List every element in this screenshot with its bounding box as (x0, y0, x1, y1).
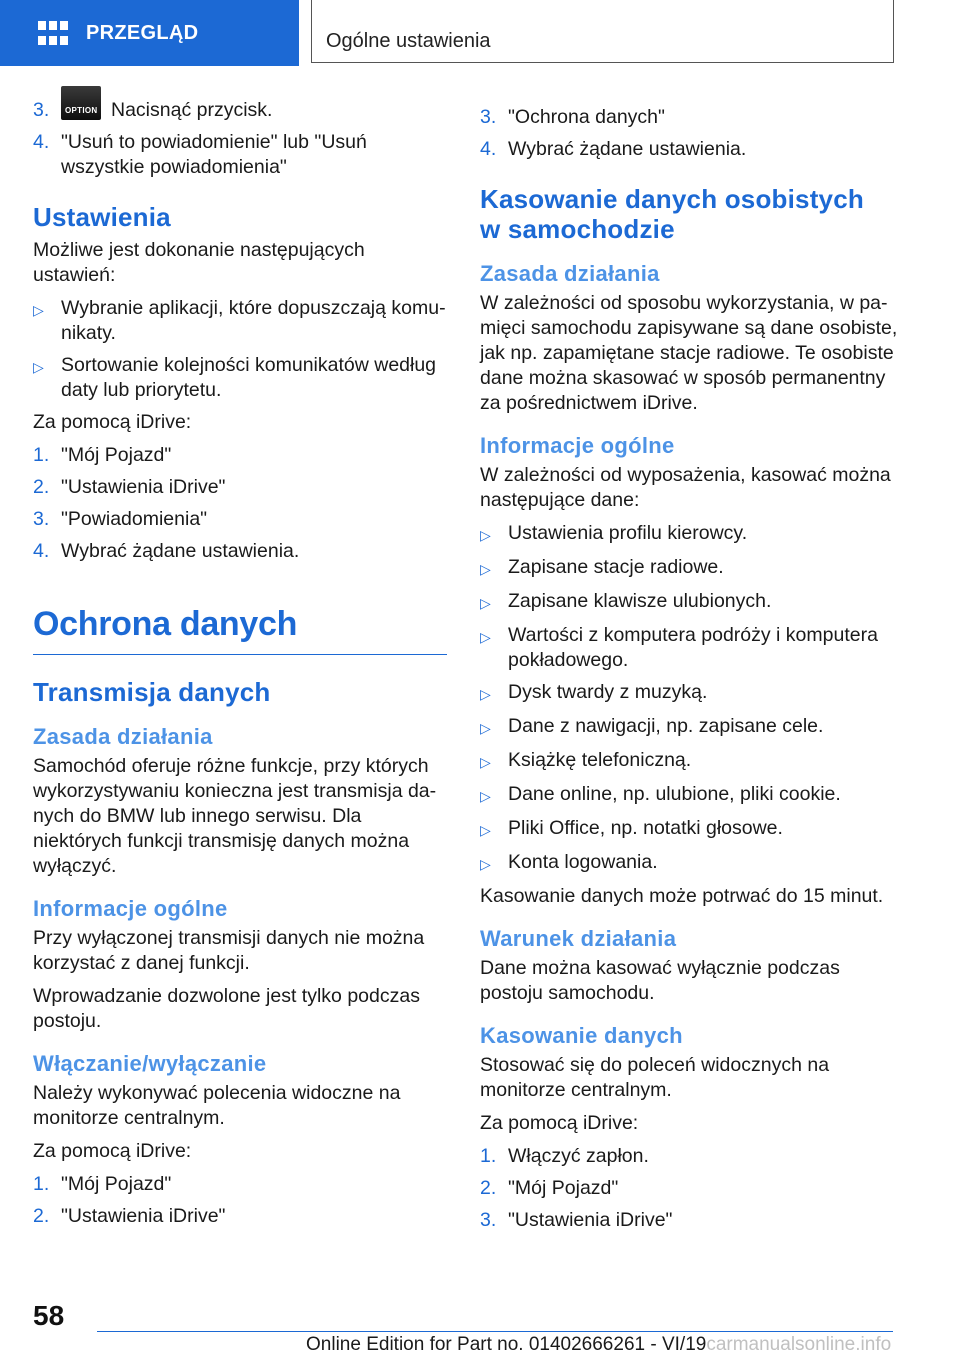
overview-tab[interactable] (0, 0, 299, 66)
subsection-heading: Zasada działania (480, 261, 660, 286)
paragraph: Za pomocą iDrive: (33, 1140, 192, 1162)
list-item: 4. Wybrać żądane ustawienia. (480, 138, 747, 160)
list-item: 3. OPTION Nacisnąć przycisk. (33, 98, 447, 123)
triangle-bullet-icon: ▷ (480, 561, 491, 577)
list-item: ▷ Dane z nawigacji, np. zapisane cele. (480, 714, 898, 741)
triangle-bullet-icon: ▷ (480, 754, 491, 770)
subsection-heading: Kasowanie danych (480, 1023, 683, 1048)
left-column (33, 98, 447, 1236)
page-number: 58 (33, 1300, 65, 1331)
footer-divider (97, 1331, 893, 1332)
triangle-bullet-icon: ▷ (480, 527, 491, 543)
paragraph: W zależności od sposobu wykorzystania, w pamięci samochodu zapisywane są dane osobiste, jak np. zapamiętane stacje radiowe. Te osobiste dane można skasować w sposób permanentny za pośrednictwem iDrive. (480, 292, 898, 414)
paragraph: Należy wykonywać polecenia widoczne na monitorze centralnym. (33, 1082, 401, 1129)
footer-edition (306, 1334, 891, 1356)
list-item: 1. "Mój Pojazd" (33, 444, 172, 466)
triangle-bullet-icon: ▷ (480, 629, 491, 645)
option-button-icon: OPTION (61, 86, 101, 120)
edition-text: Online Edition for Part no. 01402666261 - VI/19 (306, 1334, 707, 1355)
right-column (480, 105, 898, 1240)
subsection-heading: Warunek działania (480, 926, 677, 951)
triangle-bullet-icon: ▷ (480, 595, 491, 611)
paragraph: Wprowadzanie dozwolone jest tylko podczas postoju. (33, 985, 420, 1032)
subsection-heading: Informacje ogólne (480, 433, 675, 458)
triangle-bullet-icon: ▷ (480, 788, 491, 804)
list-item: ▷ Książkę telefoniczną. (480, 748, 898, 775)
chapter-tab[interactable] (311, 0, 894, 63)
list-item: ▷ Dysk twardy z muzyką. (480, 680, 898, 707)
paragraph: W zależności od wyposażenia, kasować można następujące dane: (480, 464, 891, 511)
paragraph: Za pomocą iDrive: (33, 411, 192, 433)
subsection-heading: Włączanie/wyłączanie (33, 1051, 267, 1076)
list-item: 3. "Powiadomienia" (33, 508, 208, 530)
triangle-bullet-icon: ▷ (480, 822, 491, 838)
triangle-bullet-icon: ▷ (33, 302, 44, 318)
paragraph: Za pomocą iDrive: (480, 1112, 639, 1134)
triangle-bullet-icon: ▷ (33, 359, 44, 375)
list-item: 2. "Ustawienia iDrive" (33, 1205, 226, 1227)
list-item: ▷ Pliki Office, np. notatki głosowe. (480, 816, 898, 843)
paragraph: Kasowanie danych może potrwać do 15 minut. (480, 885, 884, 907)
section-heading: Transmisja danych (33, 677, 271, 707)
heading-divider (33, 654, 447, 655)
list-item: ▷ Konta logowania. (480, 850, 898, 877)
section-label: PRZEGLĄD (86, 21, 199, 44)
page-header (0, 0, 960, 66)
list-item: 3. "Ustawienia iDrive" (480, 1209, 673, 1231)
paragraph: Samochód oferuje różne funkcje, przy których wykorzystywaniu konieczna jest transmisja danych do BMW lub innego serwisu. Dla niektórych funkcji transmisję danych można wyłączyć. (33, 755, 437, 877)
list-item: ▷ Dane online, np. ulubione, pliki cookie. (480, 782, 898, 809)
paragraph: Dane można kasować wyłącznie podczas postoju samochodu. (480, 957, 840, 1004)
list-item: ▷ Zapisane stacje radiowe. (480, 555, 898, 582)
list-item: 2. "Ustawienia iDrive" (33, 476, 226, 498)
triangle-bullet-icon: ▷ (480, 720, 491, 736)
watermark-text: carmanualsonline.info (706, 1334, 892, 1355)
triangle-bullet-icon: ▷ (480, 856, 491, 872)
list-item: 4. "Usuń to powiadomienie" lub "Usuń wszystkie powiadomienia" (33, 131, 367, 178)
list-item: 4. Wybrać żądane ustawienia. (33, 540, 300, 562)
grid-icon (38, 21, 68, 45)
subsection-heading: Informacje ogólne (33, 896, 228, 921)
paragraph: Możliwe jest dokonanie następujących ustawień: (33, 239, 365, 286)
chapter-label: Ogólne ustawienia (326, 30, 491, 52)
chapter-heading: Ochrona danych (33, 605, 298, 643)
section-heading: Kasowanie danych osobistych w samochodzie (480, 184, 864, 244)
list-item: ▷ Sortowanie kolejności komunikatów według daty lub priorytetu. (33, 354, 437, 401)
list-item: 2. "Mój Pojazd" (480, 1177, 619, 1199)
list-item: ▷ Zapisane klawisze ulubionych. (480, 589, 898, 616)
paragraph: Przy wyłączonej transmisji danych nie można korzystać z danej funkcji. (33, 927, 425, 974)
list-item: 3. "Ochrona danych" (480, 106, 665, 128)
triangle-bullet-icon: ▷ (480, 686, 491, 702)
list-item: 1. "Mój Pojazd" (33, 1173, 172, 1195)
subsection-heading: Zasada działania (33, 724, 213, 749)
list-item: 1. Włączyć zapłon. (480, 1145, 649, 1167)
list-item: ▷ Ustawienia profilu kierowcy. (480, 521, 898, 548)
list-item: ▷ Wybranie aplikacji, które dopuszczają komunikaty. (33, 297, 446, 344)
paragraph: Stosować się do poleceń widocznych na monitorze centralnym. (480, 1054, 830, 1101)
list-item: ▷ Wartości z komputera podróży i komputera pokładowego. (480, 624, 878, 671)
section-heading: Ustawienia (33, 202, 171, 232)
